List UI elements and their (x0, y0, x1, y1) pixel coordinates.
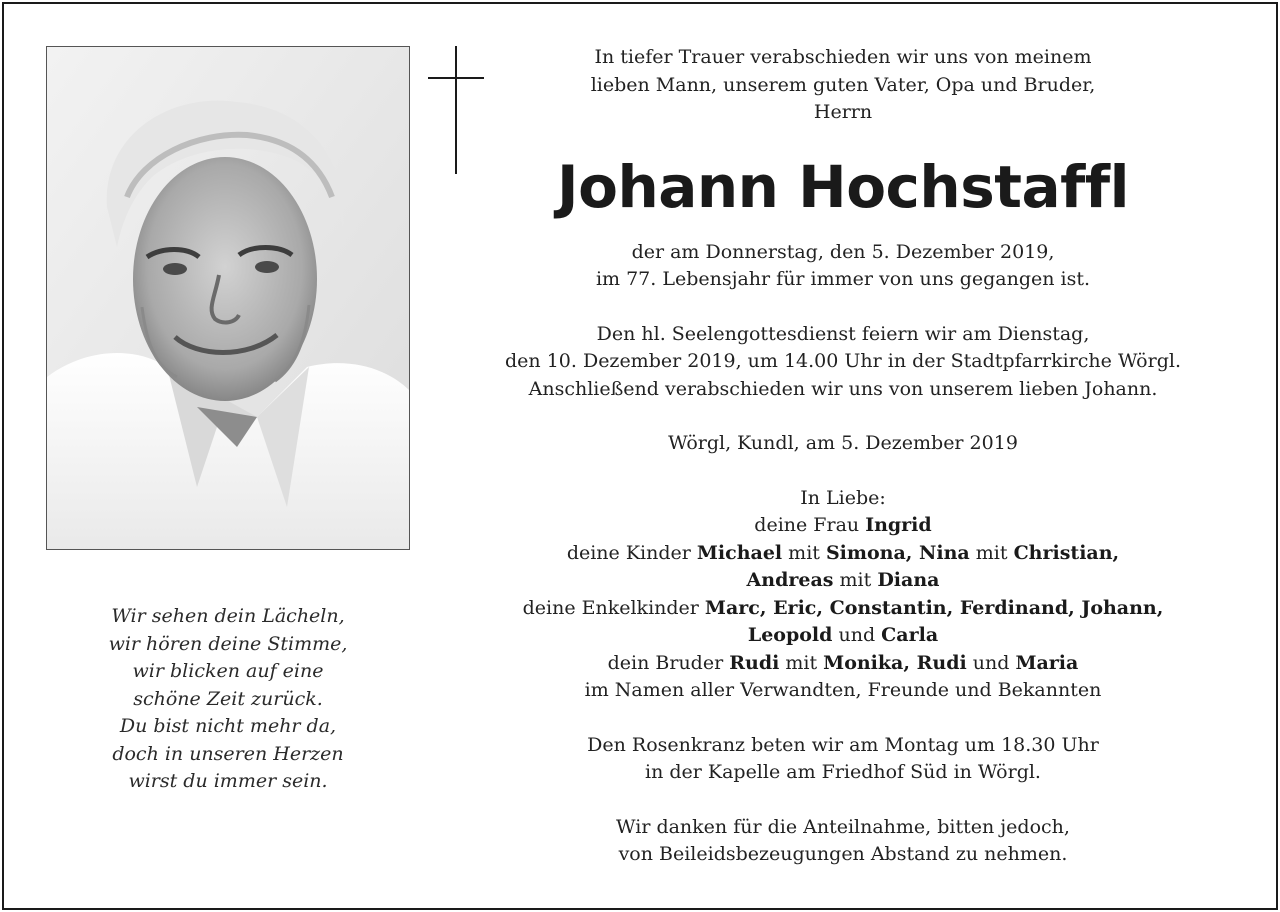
family-children: deine Kinder Michael mit Simona, Nina mit Christian, (566, 541, 1120, 564)
family-grandchildren: deine Enkelkinder Marc, Eric, Constantin, Ferdinand, Johann, (522, 596, 1164, 619)
portrait-photo (46, 46, 410, 550)
deceased-name: Johann Hochstaffl (557, 152, 1129, 221)
intro-line: In tiefer Trauer verabschieden wir uns von meinem (594, 46, 1092, 68)
thanks-line: von Beileidsbezeugungen Abstand zu nehmen. (618, 843, 1068, 865)
service-line: Den hl. Seelengottesdienst feiern wir am Dienstag, (596, 322, 1090, 345)
family-grandchildren-cont: Leopold und Carla (747, 624, 939, 646)
intro-line: lieben Mann, unserem guten Vater, Opa und Bruder, (590, 73, 1096, 96)
thanks-line: Wir danken für die Anteilnahme, bitten jedoch, (616, 815, 1070, 838)
poem (46, 603, 410, 796)
death-line: der am Donnerstag, den 5. Dezember 2019, (631, 240, 1055, 263)
poem-line: wir blicken auf eine (132, 660, 324, 682)
poem-line: schöne Zeit zurück. (133, 687, 323, 710)
service-line: Anschließend verabschieden wir uns von unserem lieben Johann. (528, 377, 1158, 400)
family-heading: In Liebe: (800, 486, 886, 509)
rosary-line: Den Rosenkranz beten wir am Montag um 18.30 Uhr (587, 733, 1099, 756)
obituary-text (440, 44, 1246, 869)
death-line: im 77. Lebensjahr für immer von uns gegangen ist. (595, 268, 1091, 290)
poem-line: Wir sehen dein Lächeln, (111, 605, 345, 627)
intro-line: Herrn (813, 101, 873, 123)
portrait-photo-drawing (47, 47, 410, 550)
family-children-cont: Andreas mit Diana (746, 569, 940, 591)
poem-line: wir hören deine Stimme, (108, 632, 348, 655)
place-date: Wörgl, Kundl, am 5. Dezember 2019 (668, 432, 1018, 454)
family-others: im Namen aller Verwandten, Freunde und Bekannten (584, 679, 1102, 701)
family-wife: deine Frau Ingrid (754, 514, 932, 536)
poem-line: Du bist nicht mehr da, (119, 715, 337, 737)
rosary-line: in der Kapelle am Friedhof Süd in Wörgl. (645, 761, 1041, 783)
service-line: den 10. Dezember 2019, um 14.00 Uhr in der Stadtpfarrkirche Wörgl. (505, 350, 1181, 372)
poem-line: doch in unseren Herzen (112, 742, 344, 765)
poem-line: wirst du immer sein. (128, 770, 328, 792)
family-brother: dein Bruder Rudi mit Monika, Rudi und Maria (607, 651, 1079, 674)
